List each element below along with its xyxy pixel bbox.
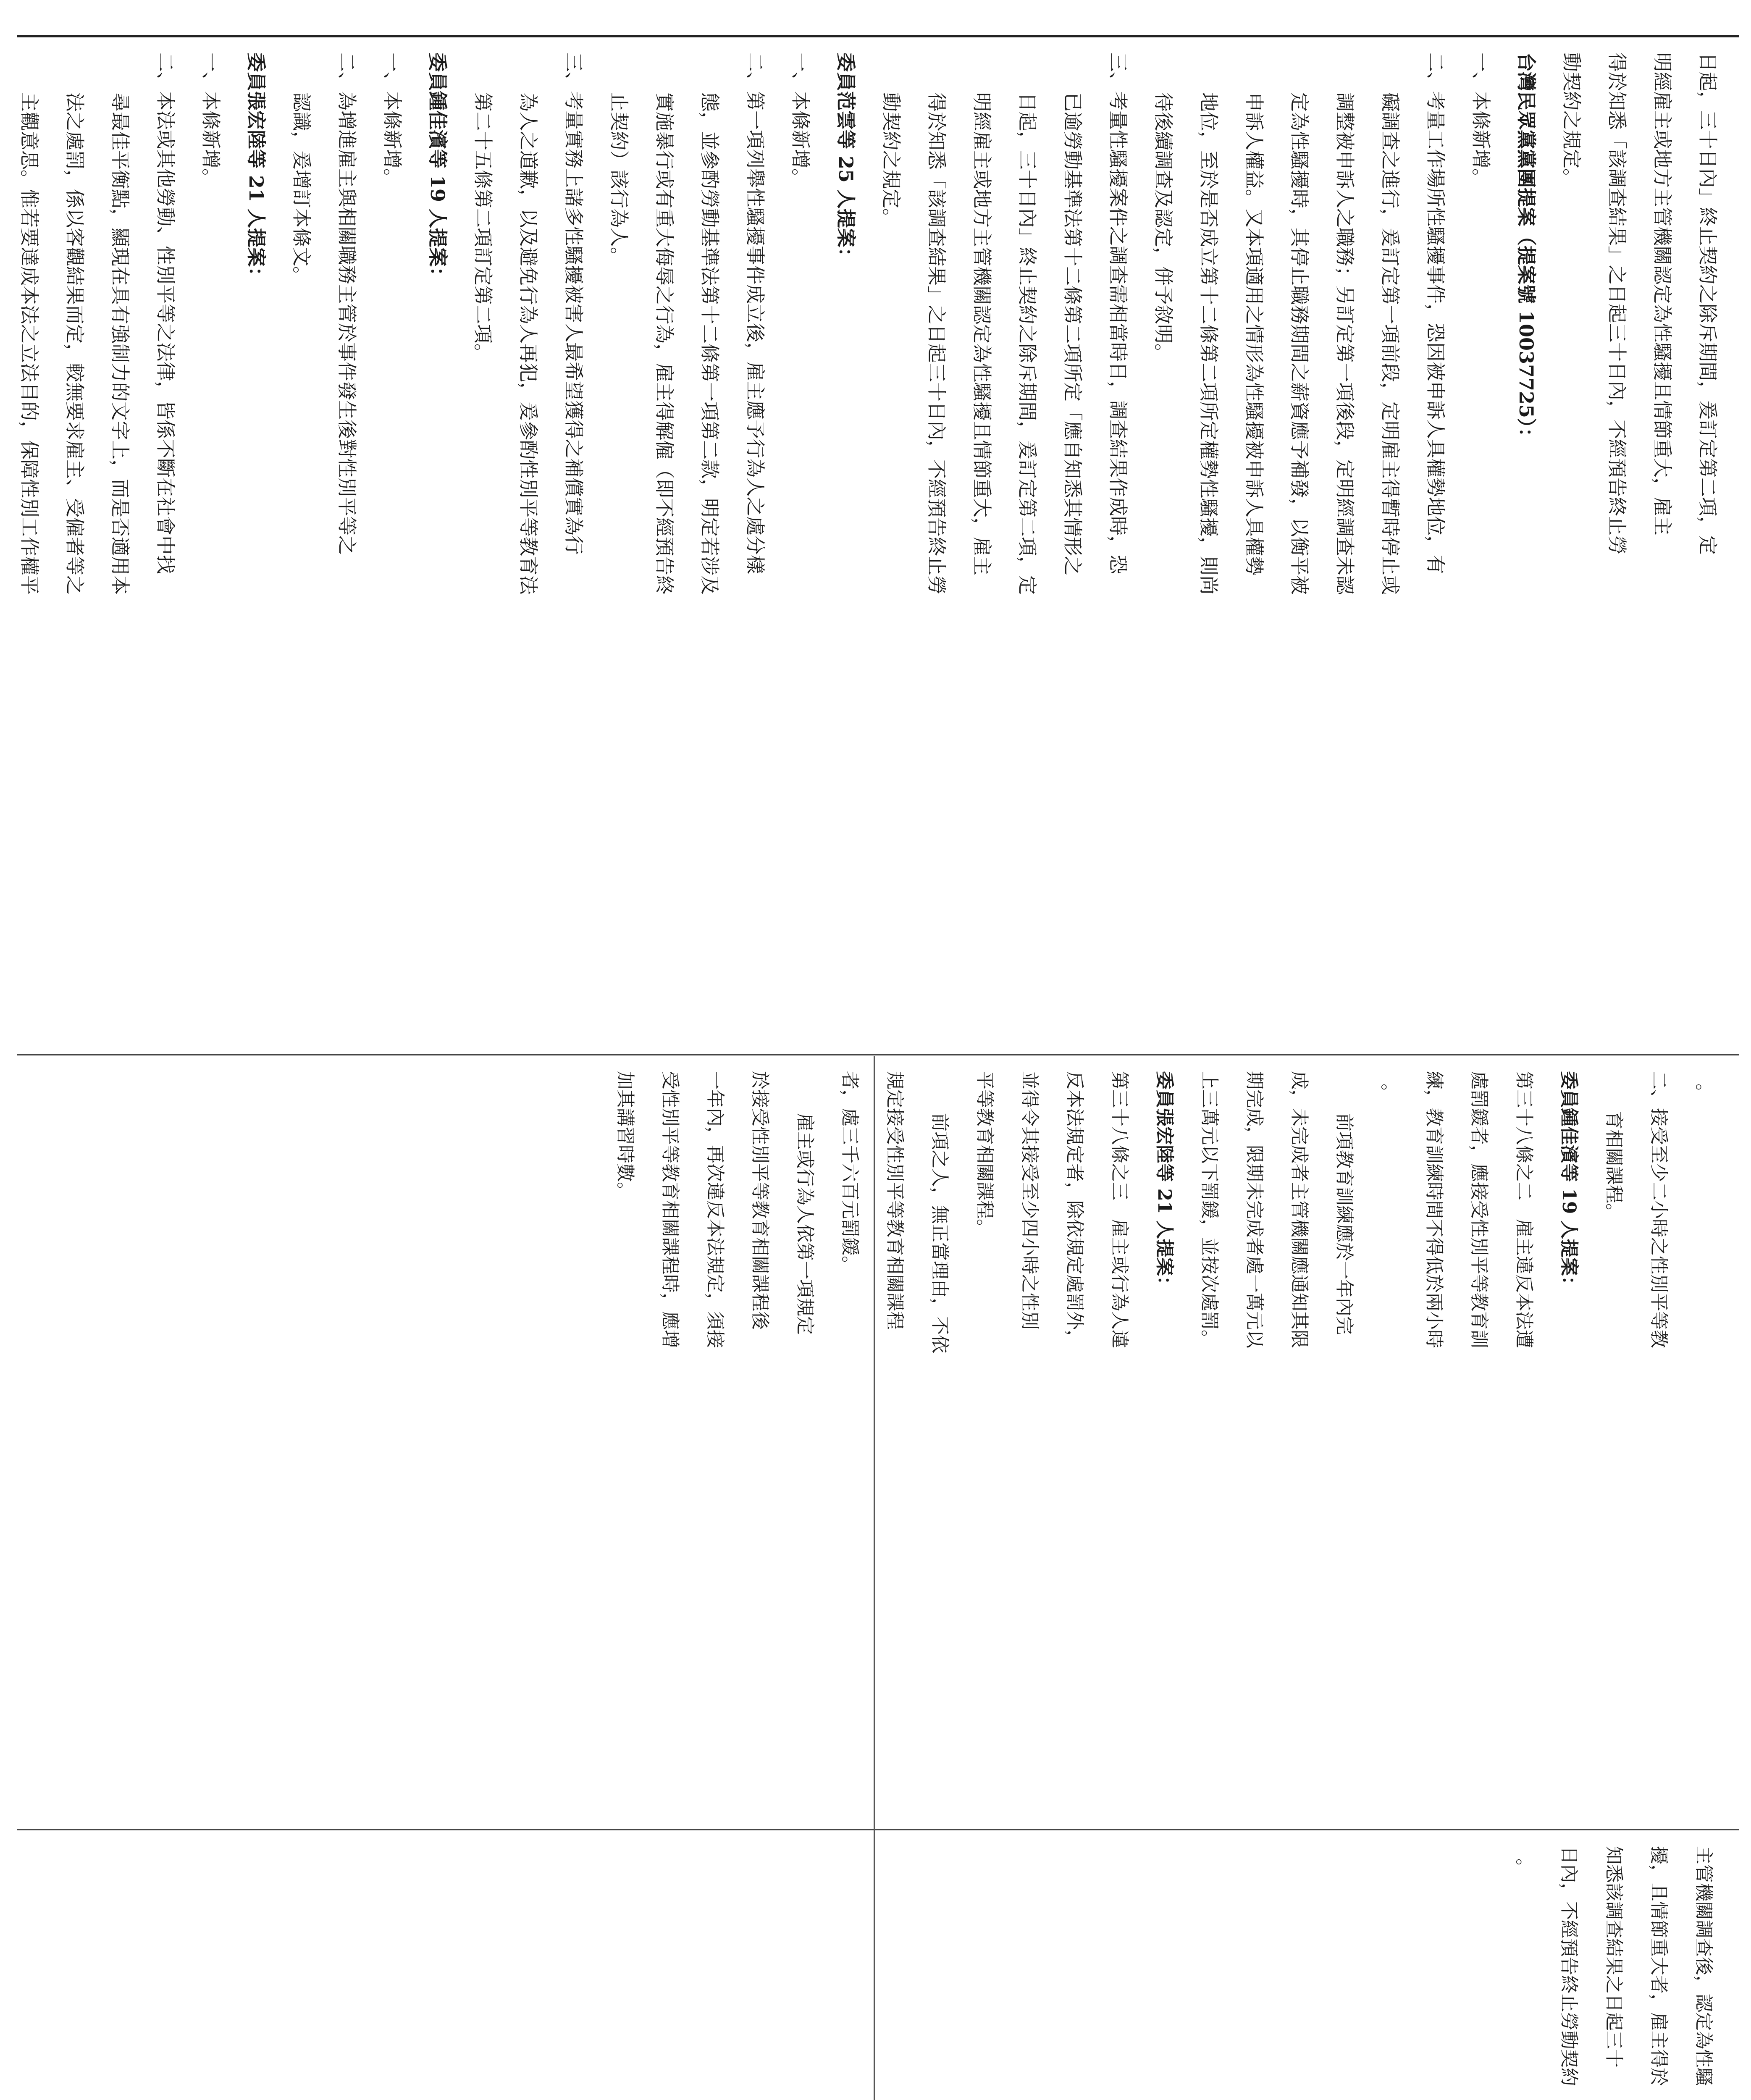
article-line: 。	[1693, 1084, 1714, 1102]
article-line: 練，教育訓練時間不得低於兩小時	[1423, 1071, 1445, 1348]
explanation-line: 為人之道歉，以及避免行為人再犯，爰參酌性別平等教育法	[517, 92, 540, 595]
article-line: 上三萬元以下罰鍰，並按次處罰。	[1199, 1071, 1220, 1348]
separator-middle	[17, 1829, 1739, 1830]
explanation-line: 申訴人權益。又本項適用之情形為性騷擾被申訴人具權勢	[1243, 92, 1265, 575]
explanation-line: 法之處罰，係以客觀結果而定，較無要求雇主、受僱者等之	[63, 92, 86, 595]
explanation-line: 止契約）該行為人。	[608, 92, 630, 266]
article-line: 加其講習時數。	[614, 1071, 636, 1200]
article-lower-line: 日內，不經預告終止勞動契約	[1558, 1846, 1580, 2086]
article-line: 育相關課程。	[1603, 1111, 1625, 1222]
article-line: 反本法規定者，除依規定處罰外，	[1064, 1071, 1085, 1348]
article-line: 平等教育相關課程。	[974, 1071, 995, 1237]
explanation-line: 明經雇主或地方主管機關認定為性騷擾且情節重大，雇主	[1651, 52, 1674, 536]
explanation-line: 得於知悉「該調查結果」之日起三十日內，不經預告終止勞	[925, 92, 948, 595]
explanation-line: 尋最佳平衡點，顯現在具有強制力的文字上，而是否適用本	[109, 92, 131, 595]
explanation-line: 委員鍾佳濱等 19 人提案：	[426, 52, 449, 286]
article-line: 雇主或行為人依第一項規定	[794, 1113, 816, 1335]
separator-right	[17, 1054, 1739, 1055]
explanation-line: 日起，三十日內」終止契約之除斥期間，爰訂定第二項，定	[1696, 52, 1719, 555]
article-column-lower	[878, 1833, 1735, 2100]
explanation-line: 一、本條新增。	[789, 52, 812, 188]
explanation-line: 調整被申訴人之職務；另訂定第一項後段，定明經調查未認	[1334, 92, 1356, 595]
explanation-line: 一、本條新增。	[200, 52, 222, 188]
article-line: 者，處三千六百元罰鍰。	[839, 1071, 861, 1274]
article-line: 第三十八條之三 雇主或行為人違	[1109, 1071, 1130, 1348]
explanation-line: 待後續調查及認定，併予敘明。	[1152, 92, 1175, 363]
explanation-line: 第二十五條第二項訂定第二項。	[472, 92, 494, 363]
explanation-line: 台灣民眾黨黨團提案（提案號 10037725）：	[1515, 52, 1538, 447]
article-line: 受性別平等教育相關課程時，應增	[659, 1071, 681, 1348]
article-line: 於接受性別平等教育相關課程後	[749, 1071, 771, 1330]
article-line: 成，未完成者主管機關應通知其限	[1289, 1071, 1310, 1348]
explanation-line: 一、本條新增。	[381, 52, 404, 188]
explanation-line: 定為性騷擾時，其停止職務期間之薪資應予補發，以衡平被	[1288, 92, 1311, 595]
article-line: 前項教育訓練應於一年內完	[1334, 1113, 1355, 1335]
article-lower-line: 主管機關調查後，認定為性騷	[1693, 1846, 1714, 2086]
explanation-line: 二、本法或其他勞動、性別平等之法律，皆係不斷在社會中找	[154, 52, 177, 574]
explanation-line: 明經雇主或地方主管機關認定為性騷擾且情節重大，雇主	[971, 92, 993, 575]
explanation-line: 態，並參酌勞動基準法第十二條第一項第二款，明定若涉及	[698, 92, 721, 595]
article-line: 期完成，限期未完成者處一萬元以	[1244, 1071, 1265, 1348]
explanation-line: 已逾勞動基準法第十二條第二項所定「應自知悉其情形之	[1061, 92, 1084, 575]
article-line: 委員張宏陸等 21 人提案：	[1154, 1071, 1175, 1294]
explanation-line: 得於知悉「該調查結果」之日起三十日內，不經預告終止勞	[1606, 52, 1628, 555]
explanation-line: 二、考量工作場所性騷擾事件，恐因被申訴人具權勢地位，有	[1424, 52, 1447, 574]
article-column-middle	[614, 1058, 1735, 1827]
explanation-line: 地位，至於是否成立第十二條第二項所定權勢性騷擾，則尚	[1197, 92, 1220, 595]
explanation-line: 二、第一項列舉性騷擾事件成立後，雇主應予行為人之處分樣	[744, 52, 767, 574]
article-line: 並得令其接受至少四小時之性別	[1019, 1071, 1040, 1330]
explanation-line: 三、考量性騷擾案件之調查需相當時日，調查結果作成時，恐	[1107, 52, 1129, 574]
article-lower-line: 。	[1513, 1858, 1535, 1877]
top-rule	[17, 35, 1739, 37]
explanation-line: 二、為增進雇主與相關職務主管於事件發生後對性別平等之	[336, 52, 358, 555]
article-line: 規定接受性別平等教育相關課程	[884, 1071, 906, 1330]
explanation-line: 三、考量實務上諸多性騷擾被害人最希望獲得之補償實為行	[562, 52, 585, 555]
article-line: 處罰鍰者，應接受性別平等教育訓	[1468, 1071, 1490, 1348]
article-lower-line: 知悉該調查結果之日起三十	[1603, 1846, 1625, 2068]
explanation-line: 委員范雲等 25 人提案：	[835, 52, 857, 267]
explanation-line: 主觀意思。惟若要達成本法之立法目的，保障性別工作權平	[18, 92, 41, 595]
article-lower-line: 擾，且情節重大者，雇主得於	[1648, 1846, 1670, 2086]
explanation-line: 認識，爰增訂本條文。	[290, 92, 313, 286]
article-line: 委員鍾佳濱等 19 人提案：	[1558, 1071, 1580, 1294]
explanation-line: 日起，三十日內」終止契約之除斥期間，爰訂定第二項，定	[1016, 92, 1039, 595]
explanation-column	[17, 40, 1739, 1052]
explanation-line	[0, 52, 7, 1040]
explanation-line: 礙調查之進行，爰訂定第一項前段，定明雇主得暫時停止或	[1379, 92, 1402, 595]
explanation-line: 實施暴行或有重大侮辱之行為，雇主得解僱（即不經預告終	[653, 92, 676, 595]
article-line: 第三十八條之二 雇主違反本法遭	[1513, 1071, 1535, 1348]
explanation-line: 委員張宏陸等 21 人提案：	[245, 52, 268, 286]
explanation-line: 動契約之規定。	[1560, 52, 1583, 188]
explanation-line: 一、本條新增。	[1470, 52, 1492, 188]
explanation-line: 動契約之規定。	[880, 92, 903, 228]
article-line: 一年內，再次違反本法規定，須接	[704, 1071, 726, 1348]
article-line: 。	[1378, 1084, 1400, 1102]
article-line: 前項之人，無正當理由，不依	[929, 1113, 950, 1353]
article-line: 二、接受至少二小時之性別平等教	[1648, 1071, 1670, 1348]
